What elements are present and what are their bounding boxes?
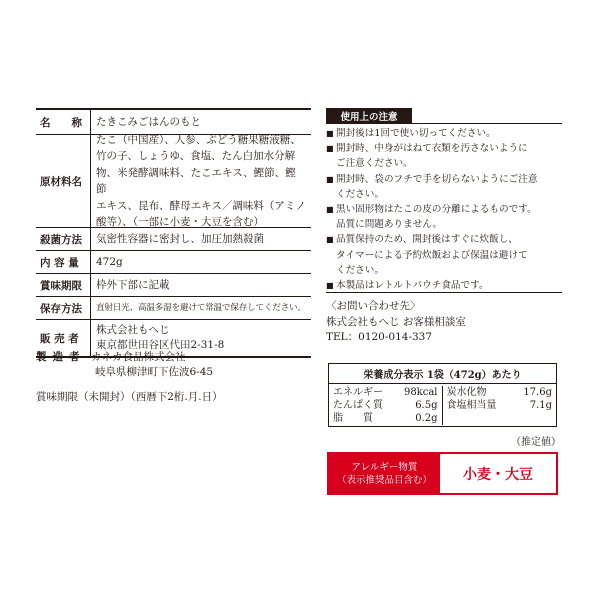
spec-row-ingredients bbox=[36, 135, 311, 228]
nutrition-row-carbohydrate bbox=[447, 386, 553, 399]
usage-notes-bottom-rule bbox=[326, 292, 562, 293]
square-bullet-icon: ■ bbox=[326, 235, 334, 245]
spec-value-best-before: 枠外下部に記載 bbox=[96, 278, 170, 291]
spec-row-best-before bbox=[36, 274, 311, 297]
spec-row-sterilization bbox=[36, 228, 311, 251]
usage-note-item bbox=[326, 232, 566, 278]
ingredients-line: 酸等）、（一部に小麦・大豆を含む） bbox=[96, 216, 264, 228]
square-bullet-icon: ■ bbox=[326, 205, 334, 215]
spec-label-storage: 保存方法 bbox=[36, 297, 91, 319]
usage-note-item bbox=[326, 126, 566, 141]
contact-heading: 〈お問い合わせ先〉 bbox=[326, 300, 421, 312]
nutrition-label: 脂 質 bbox=[333, 413, 373, 424]
spec-value-name: たきこみごはんのもと bbox=[96, 115, 201, 128]
nutrition-value: 0.2g bbox=[415, 413, 438, 424]
contact-phone: TEL：0120-014-337 bbox=[326, 331, 433, 343]
spec-row-storage bbox=[36, 297, 311, 320]
nutrition-label: たんぱく質 bbox=[333, 400, 383, 411]
square-bullet-icon: ■ bbox=[326, 281, 334, 291]
spec-value-ingredients bbox=[91, 135, 311, 227]
allergen-box bbox=[327, 452, 558, 495]
nutrition-label: エネルギー bbox=[333, 387, 383, 398]
allergen-label-line: （表示推奨品目含む） bbox=[336, 474, 432, 486]
usage-note-item bbox=[326, 202, 566, 232]
nutrition-estimate-note: （推定値） bbox=[511, 437, 561, 448]
nutrition-title: 栄養成分表示 1袋（472g）あたり bbox=[329, 364, 556, 384]
nutrition-right-column bbox=[443, 386, 557, 425]
nutrition-row-protein bbox=[333, 399, 438, 412]
nutrition-value: 7.1g bbox=[529, 400, 552, 411]
square-bullet-icon: ■ bbox=[326, 129, 334, 138]
usage-notes-list bbox=[326, 126, 566, 293]
ingredients-line: エキス、昆布、酵母エキス／調味料（アミノ bbox=[96, 199, 306, 212]
usage-note-text: 開封後は1回で使い切ってください。 bbox=[336, 128, 496, 139]
usage-notes-top-rule bbox=[326, 123, 562, 124]
expiry-note: 賞味期限（未開封）（西暦下2桁.月.日） bbox=[36, 391, 223, 403]
usage-note-text: 開封時、中身がはねて衣類を汚さないように bbox=[336, 143, 528, 155]
usage-note-text: 品質保持のため、開封後はすぐに炊飯し、 bbox=[336, 234, 518, 246]
usage-note-text: ください。 bbox=[336, 264, 384, 276]
usage-note-text: タイマーによる予約炊飯および保温は避けて bbox=[336, 249, 528, 261]
usage-note-text: 本製品はレトルトパウチ食品です。 bbox=[336, 280, 489, 292]
spec-label-seller: 販 売 者 bbox=[36, 320, 91, 356]
spec-label-volume: 内 容 量 bbox=[36, 251, 91, 273]
seller-line: 株式会社もへじ bbox=[96, 324, 170, 336]
spec-label-name: 名 称 bbox=[36, 110, 91, 134]
nutrition-facts-box bbox=[328, 363, 557, 427]
spec-value-sterilization: 気密性容器に密封し、加圧加熱殺菌 bbox=[96, 232, 264, 245]
nutrition-value: 17.6g bbox=[523, 387, 552, 398]
nutrition-row-salt bbox=[447, 399, 553, 412]
usage-note-item bbox=[326, 141, 566, 171]
nutrition-row-fat bbox=[333, 412, 438, 425]
usage-notes-title: 使用上の注意 bbox=[326, 108, 412, 123]
contact-company: 株式会社もへじ お客様相談室 bbox=[326, 315, 466, 328]
nutrition-value: 98kcal bbox=[403, 387, 438, 398]
square-bullet-icon: ■ bbox=[326, 174, 334, 184]
usage-note-text: 黒い固形物はたこの皮の分離によるものです。 bbox=[336, 204, 537, 216]
usage-note-text: 品質に問題ありません。 bbox=[336, 219, 443, 231]
nutrition-label: 炭水化物 bbox=[446, 387, 487, 398]
spec-value-storage: 直射日光、高温多湿を避けて常温で保存してください。 bbox=[96, 302, 306, 313]
usage-note-text: ご注意ください。 bbox=[336, 158, 413, 170]
ingredients-line: 物、米発酵調味料、たこエキス、鰹節、鰹節 bbox=[96, 166, 296, 195]
manufacturer-address: 岐阜県柳津町下佐波6-45 bbox=[95, 366, 214, 378]
usage-note-item bbox=[326, 172, 566, 202]
usage-note-text: ください。 bbox=[336, 188, 384, 200]
square-bullet-icon: ■ bbox=[326, 144, 334, 154]
ingredients-line: 竹の子、しょうゆ、食塩、たん白加水分解 bbox=[96, 150, 296, 162]
allergen-label bbox=[329, 454, 440, 493]
product-spec-table bbox=[36, 108, 311, 358]
manufacturer-label: 製造者 bbox=[36, 351, 86, 363]
nutrition-left-column bbox=[329, 386, 443, 425]
seller-line: 東京都世田谷区代田2-31-8 bbox=[96, 339, 225, 351]
contact-block bbox=[326, 299, 466, 346]
ingredients-line: たこ（中国産）、人参、ぶどう糖果糖液糖、 bbox=[96, 133, 301, 146]
spec-label-ingredients: 原材料名 bbox=[36, 135, 91, 227]
usage-note-text: 開封時、袋のフチで手を切らないようにご注意 bbox=[336, 173, 538, 185]
manufacturer-block bbox=[36, 350, 316, 380]
allergen-value: 小麦・大豆 bbox=[463, 466, 533, 483]
nutrition-label: 食塩相当量 bbox=[446, 400, 497, 411]
spec-label-best-before: 賞味期限 bbox=[36, 274, 91, 296]
manufacturer-name: カネカ食品株式会社 bbox=[91, 351, 186, 363]
nutrition-value: 6.5g bbox=[415, 400, 438, 411]
usage-note-item bbox=[326, 278, 566, 293]
spec-label-sterilization: 殺菌方法 bbox=[36, 228, 91, 250]
nutrition-row-energy bbox=[333, 386, 438, 399]
spec-value-volume: 472g bbox=[96, 255, 123, 268]
allergen-label-line: アレルギー物質 bbox=[351, 461, 418, 473]
spec-row-volume bbox=[36, 251, 311, 274]
